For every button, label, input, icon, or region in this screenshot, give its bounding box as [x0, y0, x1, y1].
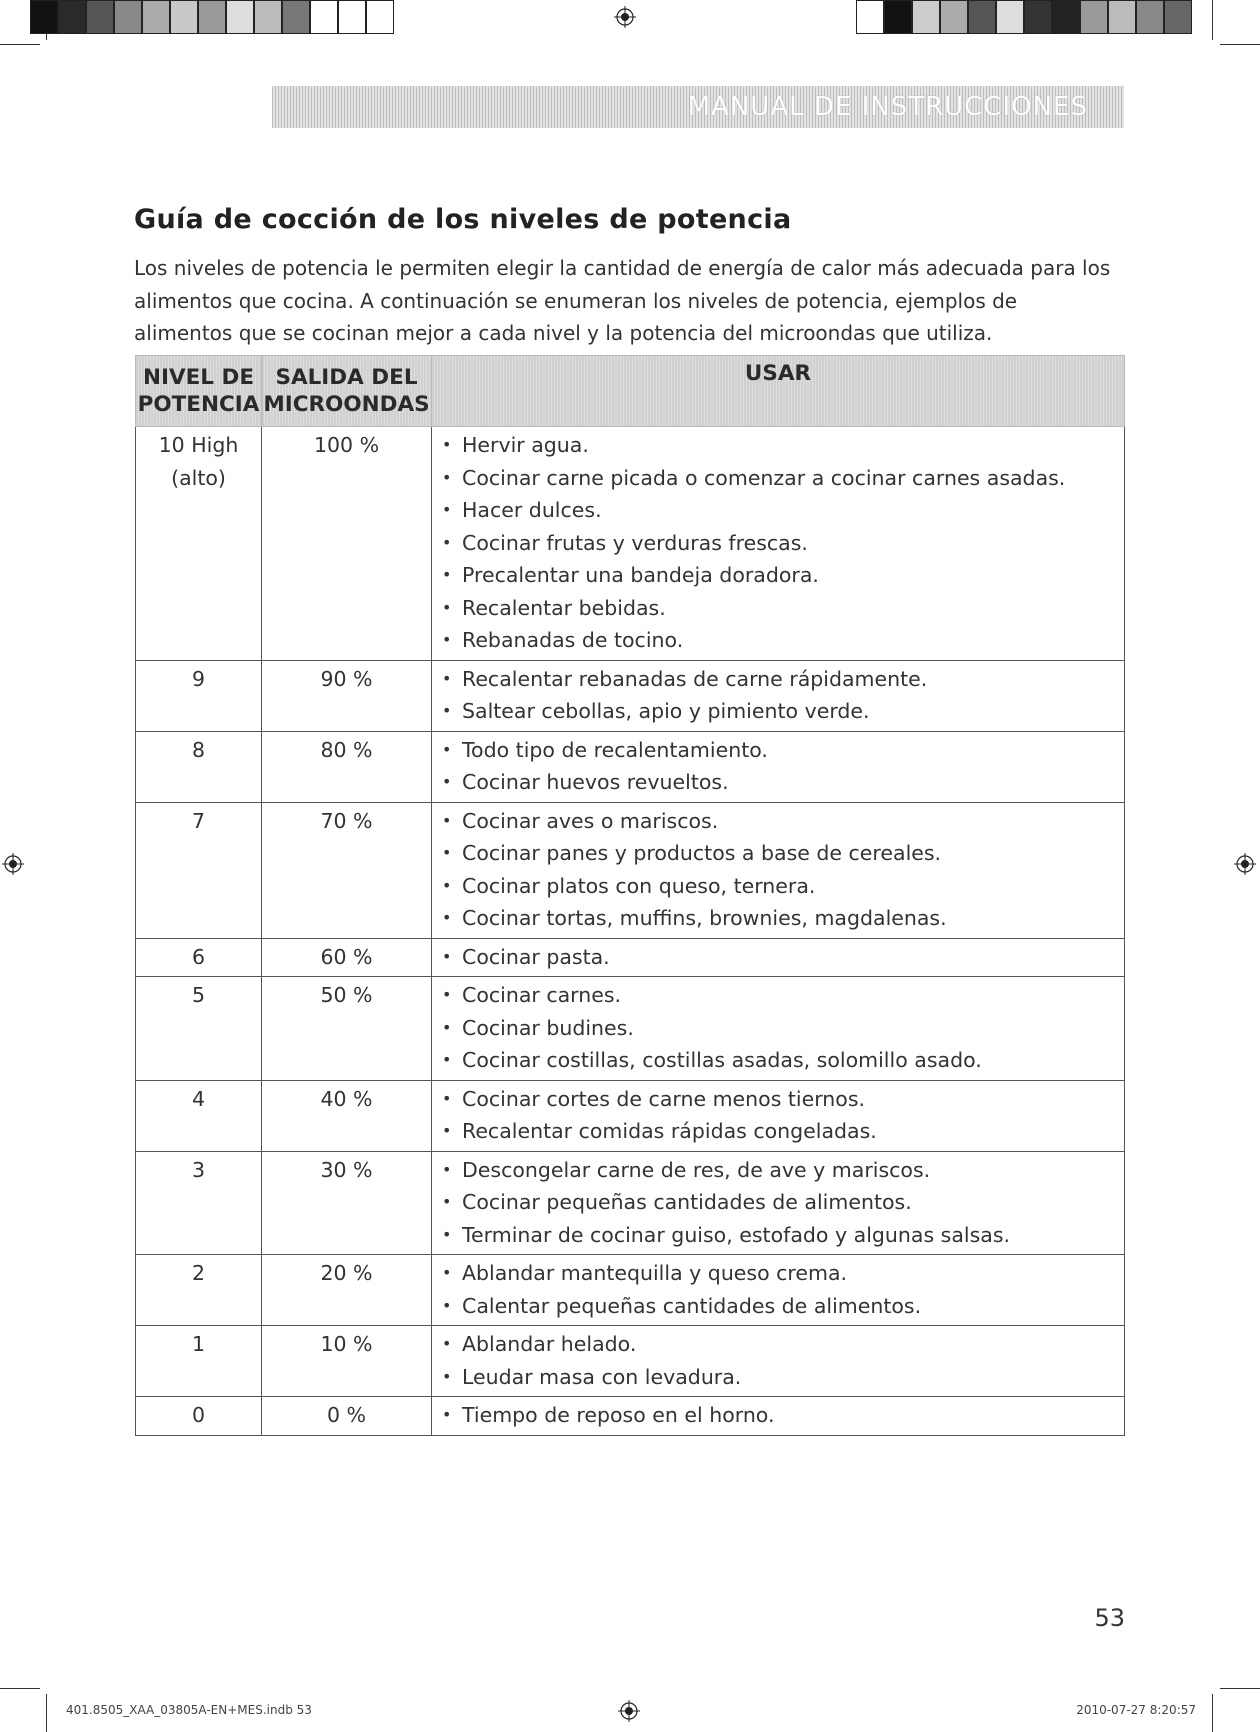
microwave-output-cell: 50 % — [262, 977, 432, 1081]
footer-file: 401.8505_XAA_03805A-EN+MES.indb 53 — [66, 1703, 312, 1717]
footer-timestamp: 2010-07-27 8:20:57 — [1076, 1703, 1196, 1717]
uses-cell — [432, 802, 1125, 938]
table-row — [136, 802, 1125, 938]
registration-mark-icon — [1234, 853, 1256, 875]
uses-cell — [432, 1080, 1125, 1151]
power-level-value: 2 — [191, 1261, 206, 1285]
power-level-cell — [136, 938, 262, 977]
uses-list — [440, 979, 1124, 1077]
uses-cell — [432, 427, 1125, 661]
power-level-cell — [136, 427, 262, 661]
table-row — [136, 1255, 1125, 1326]
power-level-cell — [136, 731, 262, 802]
color-bar-right — [856, 0, 1200, 34]
power-level-value: 3 — [191, 1157, 206, 1182]
power-level-value: 1 — [191, 1332, 206, 1356]
list-item: • Terminar de cocinar guiso, estofado y algunas salsas. — [440, 1219, 1124, 1252]
uses-list — [440, 1399, 1124, 1432]
uses-cell — [432, 1255, 1125, 1326]
crop-mark — [0, 44, 40, 45]
header-use — [432, 356, 1125, 427]
list-item: • Rebanadas de tocino. — [440, 624, 1124, 657]
power-levels-table — [135, 355, 1125, 1436]
registration-mark-icon — [2, 853, 24, 875]
uses-list — [440, 805, 1124, 935]
header-output — [262, 356, 432, 427]
list-item: • Saltear cebollas, apio y pimiento verde. — [440, 695, 1124, 728]
microwave-output-cell: 60 % — [262, 938, 432, 977]
list-item: • Hacer dulces. — [440, 494, 1124, 527]
uses-list — [440, 941, 1124, 974]
crop-mark — [1212, 0, 1213, 40]
table-row — [136, 1397, 1125, 1436]
list-item: • Cocinar budines. — [440, 1012, 1124, 1045]
list-item: • Cocinar platos con queso, ternera. — [440, 870, 1124, 903]
microwave-output-cell: 30 % — [262, 1151, 432, 1255]
uses-list — [440, 1328, 1124, 1393]
list-item: • Ablandar mantequilla y queso crema. — [440, 1257, 1124, 1290]
power-level-cell — [136, 977, 262, 1081]
page-number: 53 — [1094, 1604, 1125, 1632]
list-item: • Recalentar rebanadas de carne rápidamente. — [440, 663, 1124, 696]
uses-cell — [432, 1326, 1125, 1397]
header-level-line2: POTENCIA — [137, 392, 260, 417]
header-output-line1: SALIDA DEL — [275, 365, 418, 390]
list-item: • Cocinar costillas, costillas asadas, solomillo asado. — [440, 1044, 1124, 1077]
crop-mark — [1220, 44, 1260, 45]
power-level-value: 10 High — [158, 433, 239, 457]
color-bar-left — [30, 0, 406, 34]
uses-list — [440, 429, 1124, 657]
list-item: • Todo tipo de recalentamiento. — [440, 734, 1124, 767]
table-row — [136, 1326, 1125, 1397]
power-level-value: 7 — [191, 808, 206, 833]
microwave-output-cell: 0 % — [262, 1397, 432, 1436]
crop-mark — [1212, 1694, 1213, 1732]
table-row — [136, 660, 1125, 731]
list-item: • Cocinar carnes. — [440, 979, 1124, 1012]
uses-list — [440, 1083, 1124, 1148]
table-row — [136, 938, 1125, 977]
list-item: • Recalentar bebidas. — [440, 592, 1124, 625]
microwave-output-cell: 100 % — [262, 427, 432, 661]
list-item: • Cocinar carne picada o comenzar a cocinar carnes asadas. — [440, 462, 1124, 495]
power-level-value: 9 — [191, 666, 206, 691]
table-row — [136, 1151, 1125, 1255]
power-level-value: 6 — [191, 944, 206, 969]
list-item: • Tiempo de reposo en el horno. — [440, 1399, 1124, 1432]
uses-list — [440, 1257, 1124, 1322]
registration-mark-icon — [618, 1700, 640, 1722]
list-item: • Cocinar panes y productos a base de cereales. — [440, 837, 1124, 870]
table-row — [136, 731, 1125, 802]
header-level — [136, 356, 262, 427]
microwave-output-cell: 20 % — [262, 1255, 432, 1326]
list-item: • Ablandar helado. — [440, 1328, 1124, 1361]
microwave-output-cell: 40 % — [262, 1080, 432, 1151]
header-output-line2: MICROONDAS — [263, 392, 430, 417]
table-header-row — [136, 356, 1125, 427]
header-band — [272, 86, 1124, 128]
table-row — [136, 1080, 1125, 1151]
list-item: • Recalentar comidas rápidas congeladas. — [440, 1115, 1124, 1148]
manual-title: MANUAL DE INSTRUCCIONES — [687, 92, 1088, 122]
table-row — [136, 977, 1125, 1081]
list-item: • Cocinar frutas y verduras frescas. — [440, 527, 1124, 560]
crop-mark — [0, 1688, 40, 1689]
list-item: • Cocinar cortes de carne menos tiernos. — [440, 1083, 1124, 1116]
uses-list — [440, 663, 1124, 728]
power-level-cell — [136, 1080, 262, 1151]
list-item: • Precalentar una bandeja doradora. — [440, 559, 1124, 592]
list-item: • Cocinar pasta. — [440, 941, 1124, 974]
power-level-cell — [136, 660, 262, 731]
power-level-cell — [136, 1151, 262, 1255]
uses-cell — [432, 1151, 1125, 1255]
registration-mark-icon — [614, 6, 636, 28]
power-level-sub: (alto) — [171, 465, 226, 490]
microwave-output-cell: 10 % — [262, 1326, 432, 1397]
header-use-label: USAR — [744, 361, 812, 386]
table-row — [136, 427, 1125, 661]
uses-cell — [432, 660, 1125, 731]
power-level-value: 4 — [191, 1086, 206, 1111]
list-item: • Cocinar huevos revueltos. — [440, 766, 1124, 799]
header-level-line1: NIVEL DE — [142, 365, 255, 390]
page-title: Guía de cocción de los niveles de potencia — [134, 204, 792, 235]
list-item: • Cocinar tortas, muffins, brownies, magdalenas. — [440, 902, 1124, 935]
power-level-value: 5 — [191, 983, 206, 1007]
microwave-output-cell: 70 % — [262, 802, 432, 938]
power-level-value: 8 — [191, 737, 206, 762]
power-level-cell — [136, 1326, 262, 1397]
list-item: • Hervir agua. — [440, 429, 1124, 462]
crop-mark — [46, 1694, 47, 1732]
uses-list — [440, 1154, 1124, 1252]
power-level-cell — [136, 1397, 262, 1436]
list-item: • Calentar pequeñas cantidades de alimentos. — [440, 1290, 1124, 1323]
uses-cell — [432, 1397, 1125, 1436]
microwave-output-cell: 80 % — [262, 731, 432, 802]
uses-cell — [432, 938, 1125, 977]
power-level-value: 0 — [191, 1403, 206, 1427]
uses-list — [440, 734, 1124, 799]
uses-cell — [432, 977, 1125, 1081]
crop-mark — [1220, 1688, 1260, 1689]
list-item: • Cocinar aves o mariscos. — [440, 805, 1124, 838]
power-level-cell — [136, 802, 262, 938]
uses-cell — [432, 731, 1125, 802]
microwave-output-cell: 90 % — [262, 660, 432, 731]
list-item: • Cocinar pequeñas cantidades de alimentos. — [440, 1186, 1124, 1219]
list-item: • Leudar masa con levadura. — [440, 1361, 1124, 1394]
list-item: • Descongelar carne de res, de ave y mariscos. — [440, 1154, 1124, 1187]
power-level-cell — [136, 1255, 262, 1326]
intro-paragraph: Los niveles de potencia le permiten elegir la cantidad de energía de calor más adecuada para los alimentos que cocina. A continuación se enumeran los niveles de potencia, ejemplos de alimentos que se cocinan mejor a cada nivel y la potencia del microondas que utiliza. — [134, 256, 1111, 345]
